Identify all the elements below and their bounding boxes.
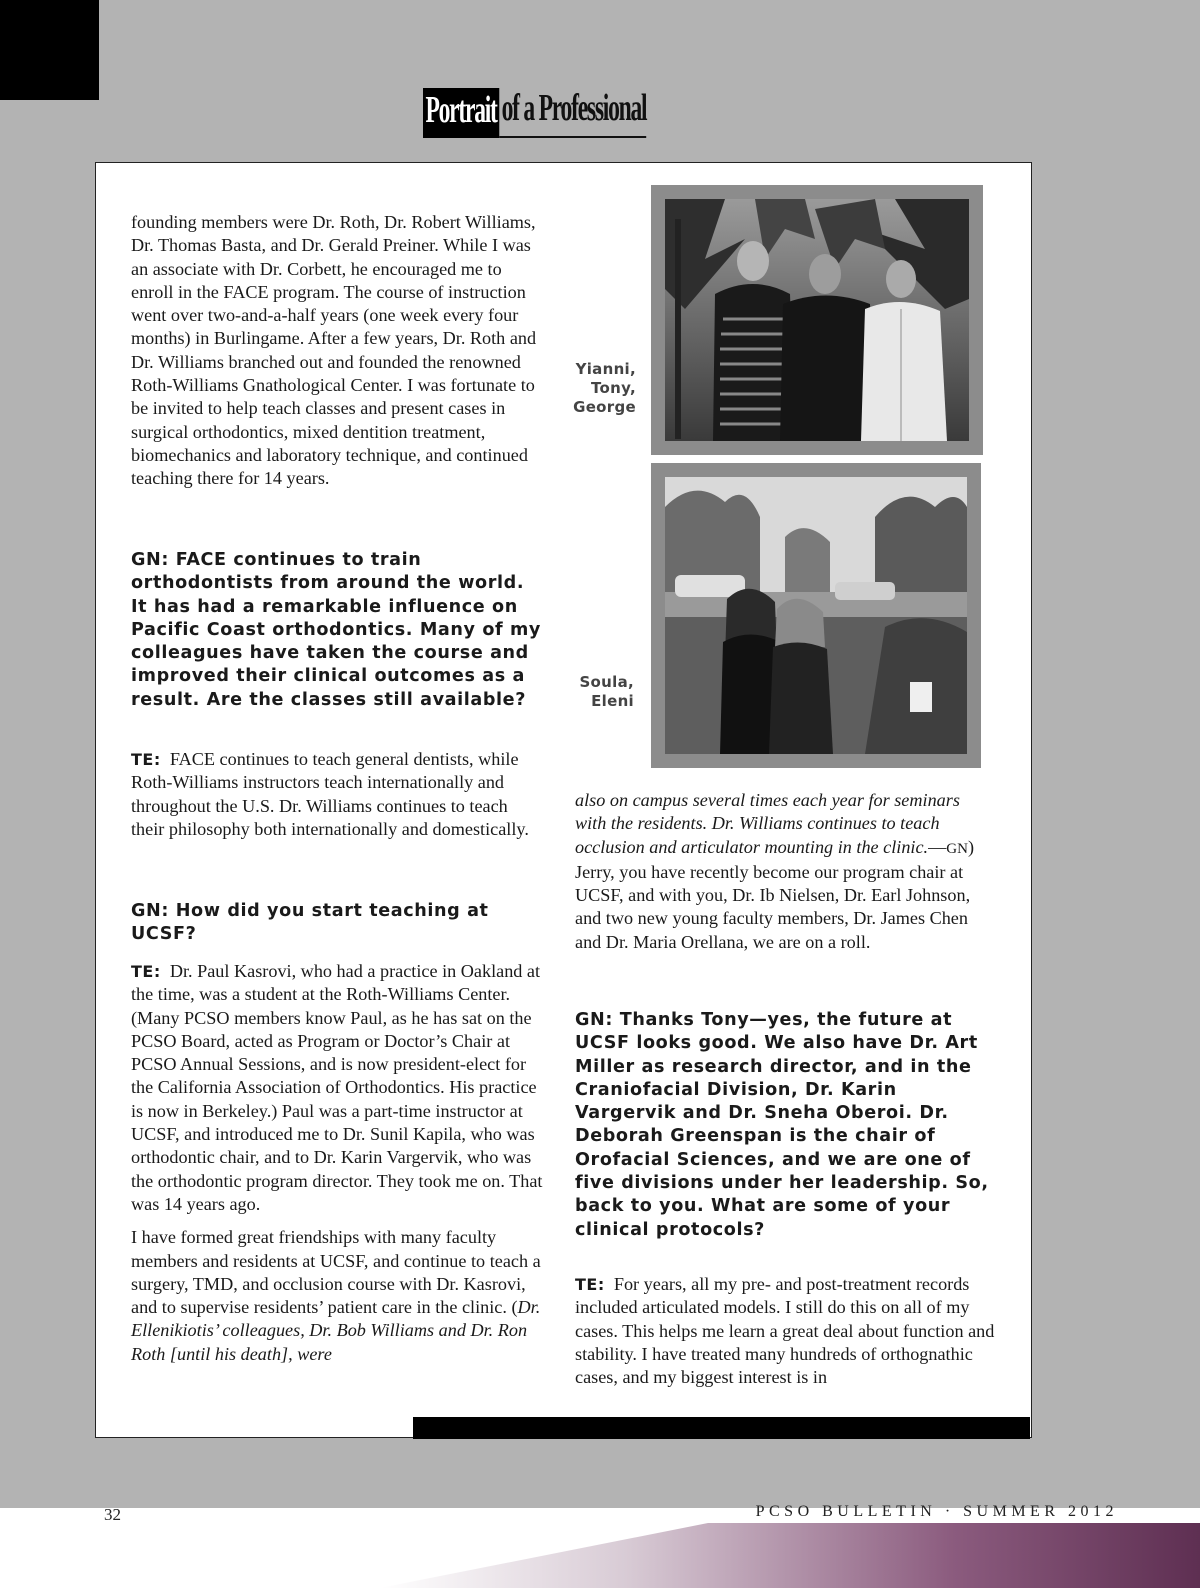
corner-block [0,0,99,100]
left-column-q1 [131,549,546,712]
gn-initials: GN [946,840,968,857]
photo-image-2 [665,477,967,754]
right-column-q3 [575,1009,995,1242]
question-ucsf: GN: How did you start teaching at UCSF? [131,901,489,945]
photo-frame-2 [651,463,981,768]
answer-label: TE: [575,1275,605,1294]
page-number: 32 [104,1505,121,1524]
em-dash: — [928,836,947,857]
paragraph-founding: founding members were Dr. Roth, Dr. Robert Williams, Dr. Thomas Basta, and Dr. Gerald Preiner. While I was an associate with Dr. Corbett, he encouraged me to enroll in the FACE program. The course of instruction went over two-and-a-half years (one week every four months) in Burlingame. After a few years, Dr. Roth and Dr. Williams branched out and founded the renowned Roth-Williams Gnathological Center. I was fortunate to be invited to help teach classes and present cases in surgical orthodontics, mixed dentition treatment, biomechanics and laboratory technique, and continued teaching there for 14 years. [131,212,537,489]
right-column-continuation [575,789,990,954]
photo-image-1 [665,199,969,441]
paragraph-friendships: I have formed great friendships with many faculty members and residents at UCSF, and continue to teach a surgery, TMD, and occlusion course with Dr. Kasrovi, and to supervise residents’ patient care in the clinic. ( [131,1227,541,1318]
right-column-a3 [575,1273,995,1389]
photo-caption-1: Yianni, Tony, George [573,360,636,416]
photo-caption-2: Soula, Eleni [579,673,634,710]
photo-yianni-tony-george [665,199,969,441]
left-column-a1 [131,748,541,841]
footer-gradient [380,1523,1200,1588]
section-header [423,64,646,138]
publication-name: PCSO BULLETIN · SUMMER 2012 [755,1503,1118,1520]
question-ucsf-future: GN: Thanks Tony—yes, the future at UCSF looks good. We also have Dr. Art Miller as research director, and in the Craniofacial Division, Dr. Karin Vargervik and Dr. Sneha Oberoi. Dr. Deborah Greenspan is the chair of Orofacial Sciences, and we are one of five divisions under her leadership. So, back to you. What are some of your clinical protocols? [575,1010,989,1240]
answer-label: TE: [131,750,161,769]
photo-frame-1 [651,185,983,455]
header-title-rest: of a Professional [499,86,646,138]
left-column-top [131,211,541,491]
answer-protocols: For years, all my pre- and post-treatment records included articulated models. I still do this on all of my cases. This helps me learn a great deal about function and stability. I have treated many hundreds of orthognathic cases, and my biggest interest is in [575,1274,995,1388]
answer-ucsf: Dr. Paul Kasrovi, who had a practice in Oakland at the time, was a student at the Roth-Williams Center. (Many PCSO members know Paul, as he has sat on the PCSO Board, acted as Program or Doctor’s Chair at PCSO Annual Sessions, and is now president-elect for the California Association of Orthodontics. His practice is now in Berkeley.) Paul was a part-time instructor at UCSF, and introduced me to Dr. Sunil Kapila, who was orthodontic chair, and to Dr. Karin Vargervik, who was the orthodontic program director. They took me on. That was 14 years ago. [131,961,543,1214]
header-title-inverted: Portrait [423,88,499,138]
left-column-q2 [131,900,501,947]
continuation-plain: ) Jerry, you have recently become our program chair at UCSF, and with you, Dr. Ib Nielsen, Dr. Earl Johnson, and two new young faculty members, Dr. James Chen and Dr. Maria Orellana, we are on a roll. [575,836,975,952]
answer-label: TE: [131,962,161,981]
question-face: GN: FACE continues to train orthodontists from around the world. It has had a remarkable influence on Pacific Coast orthodontics. Many of my colleagues have taken the course and improved their clinical outcomes as a result. Are the classes still available? [131,550,541,710]
bottom-bar [413,1417,1030,1439]
paragraph-friendships-italic: Dr. Ellenikiotis’ colleagues, Dr. Bob Williams and Dr. Ron Roth [until his death], were [131,1297,541,1364]
left-column-a2 [131,960,543,1366]
answer-face: FACE continues to teach general dentists, while Roth-Williams instructors teach internationally and throughout the U.S. Dr. Williams continues to teach their philosophy both internationally and domestically. [131,749,529,839]
photo-soula-eleni [665,477,967,754]
continuation-italic: also on campus several times each year for seminars with the residents. Dr. Williams continues to teach occlusion and articulator mounting in the clinic. [575,790,960,857]
